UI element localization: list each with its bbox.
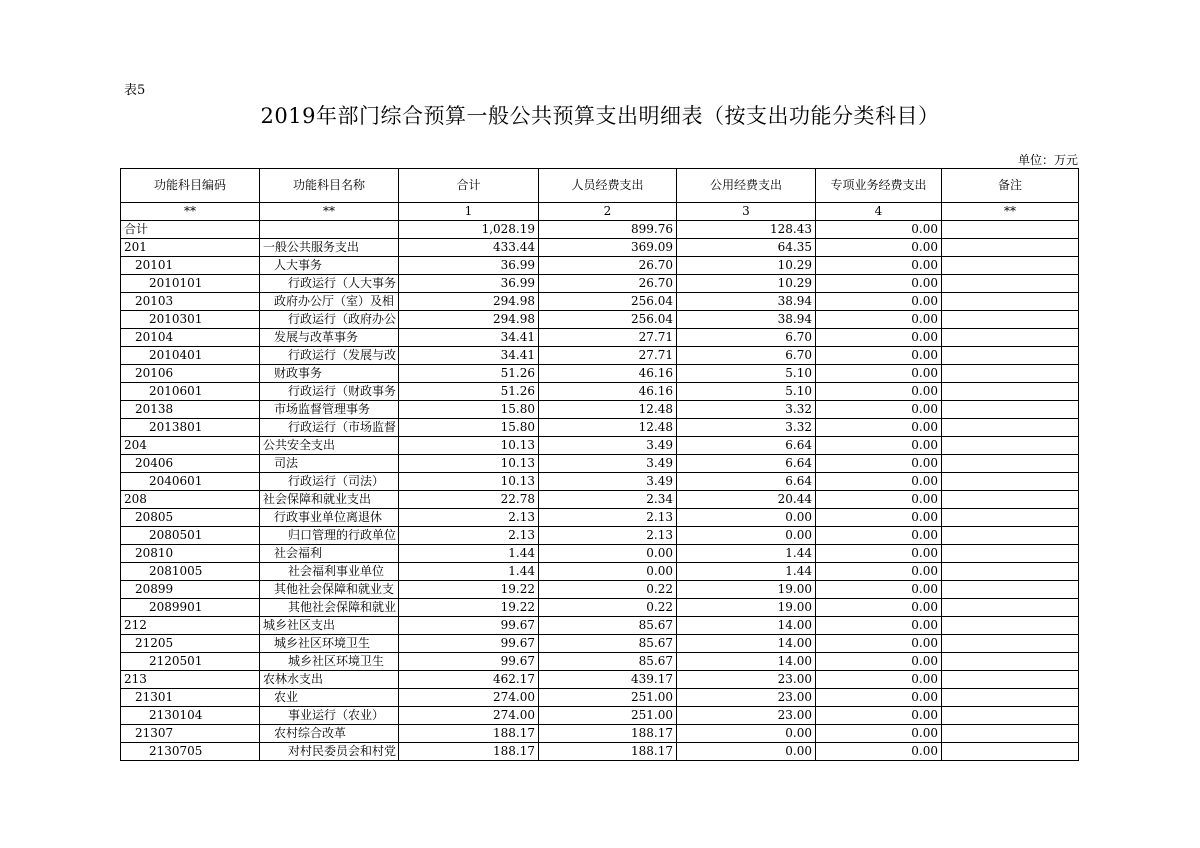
unit-label: 单位：万元 bbox=[1017, 153, 1078, 167]
personnel-cell: 3.49 bbox=[539, 473, 677, 491]
total-cell: 10.13 bbox=[399, 473, 539, 491]
index-cell: 1 bbox=[399, 203, 539, 221]
note-cell bbox=[942, 527, 1079, 545]
name-cell: 公共安全支出 bbox=[260, 437, 399, 455]
code-cell: 208 bbox=[121, 491, 260, 509]
personnel-cell: 85.67 bbox=[539, 635, 677, 653]
header-note: 备注 bbox=[942, 169, 1079, 203]
name-cell: 农村综合改革 bbox=[260, 725, 399, 743]
name-cell: 一般公共服务支出 bbox=[260, 239, 399, 257]
total-cell: 36.99 bbox=[399, 275, 539, 293]
total-cell: 1,028.19 bbox=[399, 221, 539, 239]
name-cell: 城乡社区环境卫生 bbox=[260, 653, 399, 671]
total-cell: 36.99 bbox=[399, 257, 539, 275]
special-cell: 0.00 bbox=[816, 401, 942, 419]
header-personnel: 人员经费支出 bbox=[539, 169, 677, 203]
public-cell: 0.00 bbox=[677, 509, 816, 527]
table-row bbox=[121, 725, 1079, 743]
total-cell: 274.00 bbox=[399, 707, 539, 725]
name-cell: 行政运行（发展与改 bbox=[260, 347, 399, 365]
table-row bbox=[121, 581, 1079, 599]
total-cell: 1.44 bbox=[399, 545, 539, 563]
name-cell: 城乡社区环境卫生 bbox=[260, 635, 399, 653]
table-row bbox=[121, 347, 1079, 365]
table-row bbox=[121, 275, 1079, 293]
name-cell: 社会福利事业单位 bbox=[260, 563, 399, 581]
special-cell: 0.00 bbox=[816, 563, 942, 581]
table-row bbox=[121, 509, 1079, 527]
note-cell bbox=[942, 401, 1079, 419]
note-cell bbox=[942, 635, 1079, 653]
special-cell: 0.00 bbox=[816, 527, 942, 545]
public-cell: 6.64 bbox=[677, 455, 816, 473]
note-cell bbox=[942, 599, 1079, 617]
code-cell: 20101 bbox=[121, 257, 260, 275]
special-cell: 0.00 bbox=[816, 635, 942, 653]
special-cell: 0.00 bbox=[816, 437, 942, 455]
special-cell: 0.00 bbox=[816, 689, 942, 707]
header-public: 公用经费支出 bbox=[677, 169, 816, 203]
total-cell: 34.41 bbox=[399, 347, 539, 365]
name-cell: 农业 bbox=[260, 689, 399, 707]
public-cell: 14.00 bbox=[677, 635, 816, 653]
code-cell: 20138 bbox=[121, 401, 260, 419]
total-cell: 2.13 bbox=[399, 527, 539, 545]
personnel-cell: 251.00 bbox=[539, 689, 677, 707]
name-cell: 政府办公厅（室）及相 bbox=[260, 293, 399, 311]
code-cell: 2013801 bbox=[121, 419, 260, 437]
code-cell: 20810 bbox=[121, 545, 260, 563]
table-row bbox=[121, 545, 1079, 563]
personnel-cell: 27.71 bbox=[539, 329, 677, 347]
index-cell: ** bbox=[942, 203, 1079, 221]
note-cell bbox=[942, 419, 1079, 437]
public-cell: 19.00 bbox=[677, 581, 816, 599]
personnel-cell: 0.22 bbox=[539, 581, 677, 599]
public-cell: 19.00 bbox=[677, 599, 816, 617]
note-cell bbox=[942, 221, 1079, 239]
table-row bbox=[121, 563, 1079, 581]
public-cell: 14.00 bbox=[677, 653, 816, 671]
special-cell: 0.00 bbox=[816, 419, 942, 437]
code-cell: 204 bbox=[121, 437, 260, 455]
index-cell: 3 bbox=[677, 203, 816, 221]
personnel-cell: 3.49 bbox=[539, 455, 677, 473]
public-cell: 14.00 bbox=[677, 617, 816, 635]
total-cell: 99.67 bbox=[399, 635, 539, 653]
note-cell bbox=[942, 689, 1079, 707]
code-cell: 2010401 bbox=[121, 347, 260, 365]
code-cell: 2040601 bbox=[121, 473, 260, 491]
note-cell bbox=[942, 473, 1079, 491]
note-cell bbox=[942, 311, 1079, 329]
table-row bbox=[121, 239, 1079, 257]
special-cell: 0.00 bbox=[816, 581, 942, 599]
public-cell: 6.64 bbox=[677, 473, 816, 491]
table-row bbox=[121, 653, 1079, 671]
public-cell: 3.32 bbox=[677, 419, 816, 437]
note-cell bbox=[942, 509, 1079, 527]
special-cell: 0.00 bbox=[816, 293, 942, 311]
special-cell: 0.00 bbox=[816, 545, 942, 563]
note-cell bbox=[942, 671, 1079, 689]
personnel-cell: 85.67 bbox=[539, 617, 677, 635]
public-cell: 0.00 bbox=[677, 527, 816, 545]
special-cell: 0.00 bbox=[816, 509, 942, 527]
personnel-cell: 26.70 bbox=[539, 275, 677, 293]
table-row bbox=[121, 671, 1079, 689]
personnel-cell: 27.71 bbox=[539, 347, 677, 365]
name-cell: 司法 bbox=[260, 455, 399, 473]
header-row bbox=[121, 169, 1079, 203]
note-cell bbox=[942, 491, 1079, 509]
public-cell: 10.29 bbox=[677, 257, 816, 275]
total-cell: 99.67 bbox=[399, 653, 539, 671]
personnel-cell: 2.13 bbox=[539, 509, 677, 527]
total-cell: 19.22 bbox=[399, 599, 539, 617]
personnel-cell: 439.17 bbox=[539, 671, 677, 689]
public-cell: 23.00 bbox=[677, 689, 816, 707]
personnel-cell: 46.16 bbox=[539, 383, 677, 401]
personnel-cell: 2.13 bbox=[539, 527, 677, 545]
public-cell: 23.00 bbox=[677, 707, 816, 725]
special-cell: 0.00 bbox=[816, 311, 942, 329]
table-number: 表5 bbox=[124, 83, 146, 98]
table-row bbox=[121, 455, 1079, 473]
public-cell: 6.70 bbox=[677, 329, 816, 347]
total-cell: 34.41 bbox=[399, 329, 539, 347]
note-cell bbox=[942, 365, 1079, 383]
index-cell: ** bbox=[260, 203, 399, 221]
table-row bbox=[121, 329, 1079, 347]
code-cell: 2010301 bbox=[121, 311, 260, 329]
public-cell: 1.44 bbox=[677, 545, 816, 563]
note-cell bbox=[942, 347, 1079, 365]
note-cell bbox=[942, 257, 1079, 275]
total-cell: 99.67 bbox=[399, 617, 539, 635]
table-row bbox=[121, 707, 1079, 725]
index-cell: 4 bbox=[816, 203, 942, 221]
header-special: 专项业务经费支出 bbox=[816, 169, 942, 203]
total-cell: 2.13 bbox=[399, 509, 539, 527]
note-cell bbox=[942, 239, 1079, 257]
special-cell: 0.00 bbox=[816, 473, 942, 491]
total-cell: 51.26 bbox=[399, 383, 539, 401]
code-cell: 21307 bbox=[121, 725, 260, 743]
table-row bbox=[121, 383, 1079, 401]
code-cell: 2010101 bbox=[121, 275, 260, 293]
special-cell: 0.00 bbox=[816, 275, 942, 293]
table-row bbox=[121, 617, 1079, 635]
personnel-cell: 26.70 bbox=[539, 257, 677, 275]
note-cell bbox=[942, 581, 1079, 599]
name-cell: 事业运行（农业） bbox=[260, 707, 399, 725]
personnel-cell: 12.48 bbox=[539, 401, 677, 419]
code-cell: 2010601 bbox=[121, 383, 260, 401]
total-cell: 274.00 bbox=[399, 689, 539, 707]
code-cell: 20104 bbox=[121, 329, 260, 347]
name-cell: 发展与改革事务 bbox=[260, 329, 399, 347]
public-cell: 0.00 bbox=[677, 725, 816, 743]
total-cell: 188.17 bbox=[399, 743, 539, 761]
table-row bbox=[121, 689, 1079, 707]
code-cell: 21205 bbox=[121, 635, 260, 653]
personnel-cell: 188.17 bbox=[539, 725, 677, 743]
public-cell: 0.00 bbox=[677, 743, 816, 761]
name-cell: 其他社会保障和就业 bbox=[260, 599, 399, 617]
table-row bbox=[121, 635, 1079, 653]
code-cell: 2130705 bbox=[121, 743, 260, 761]
table-row bbox=[121, 599, 1079, 617]
note-cell bbox=[942, 383, 1079, 401]
public-cell: 6.64 bbox=[677, 437, 816, 455]
special-cell: 0.00 bbox=[816, 725, 942, 743]
total-cell: 15.80 bbox=[399, 401, 539, 419]
code-cell: 20406 bbox=[121, 455, 260, 473]
total-cell: 22.78 bbox=[399, 491, 539, 509]
public-cell: 6.70 bbox=[677, 347, 816, 365]
note-cell bbox=[942, 563, 1079, 581]
special-cell: 0.00 bbox=[816, 671, 942, 689]
total-cell: 294.98 bbox=[399, 293, 539, 311]
personnel-cell: 46.16 bbox=[539, 365, 677, 383]
code-cell: 合计 bbox=[121, 221, 260, 239]
special-cell: 0.00 bbox=[816, 329, 942, 347]
public-cell: 1.44 bbox=[677, 563, 816, 581]
personnel-cell: 188.17 bbox=[539, 743, 677, 761]
special-cell: 0.00 bbox=[816, 455, 942, 473]
code-cell: 20106 bbox=[121, 365, 260, 383]
table-row bbox=[121, 473, 1079, 491]
total-cell: 19.22 bbox=[399, 581, 539, 599]
note-cell bbox=[942, 725, 1079, 743]
note-cell bbox=[942, 455, 1079, 473]
name-cell bbox=[260, 221, 399, 239]
code-cell: 2080501 bbox=[121, 527, 260, 545]
name-cell: 对村民委员会和村党 bbox=[260, 743, 399, 761]
table-row bbox=[121, 293, 1079, 311]
expenditure-table bbox=[120, 168, 1079, 761]
public-cell: 5.10 bbox=[677, 365, 816, 383]
personnel-cell: 0.00 bbox=[539, 563, 677, 581]
table-row bbox=[121, 419, 1079, 437]
header-code: 功能科目编码 bbox=[121, 169, 260, 203]
personnel-cell: 0.00 bbox=[539, 545, 677, 563]
public-cell: 23.00 bbox=[677, 671, 816, 689]
table-row bbox=[121, 257, 1079, 275]
name-cell: 社会福利 bbox=[260, 545, 399, 563]
special-cell: 0.00 bbox=[816, 257, 942, 275]
public-cell: 20.44 bbox=[677, 491, 816, 509]
special-cell: 0.00 bbox=[816, 653, 942, 671]
name-cell: 行政运行（人大事务 bbox=[260, 275, 399, 293]
name-cell: 城乡社区支出 bbox=[260, 617, 399, 635]
special-cell: 0.00 bbox=[816, 491, 942, 509]
name-cell: 行政运行（政府办公 bbox=[260, 311, 399, 329]
special-cell: 0.00 bbox=[816, 743, 942, 761]
document-title: 2019年部门综合预算一般公共预算支出明细表（按支出功能分类科目） bbox=[260, 104, 940, 128]
name-cell: 市场监督管理事务 bbox=[260, 401, 399, 419]
table-row bbox=[121, 491, 1079, 509]
personnel-cell: 2.34 bbox=[539, 491, 677, 509]
special-cell: 0.00 bbox=[816, 347, 942, 365]
code-cell: 20899 bbox=[121, 581, 260, 599]
index-cell: ** bbox=[121, 203, 260, 221]
public-cell: 3.32 bbox=[677, 401, 816, 419]
name-cell: 行政事业单位离退休 bbox=[260, 509, 399, 527]
total-cell: 10.13 bbox=[399, 455, 539, 473]
total-cell: 433.44 bbox=[399, 239, 539, 257]
name-cell: 其他社会保障和就业支 bbox=[260, 581, 399, 599]
personnel-cell: 0.22 bbox=[539, 599, 677, 617]
name-cell: 人大事务 bbox=[260, 257, 399, 275]
name-cell: 行政运行（市场监督 bbox=[260, 419, 399, 437]
index-row bbox=[121, 203, 1079, 221]
note-cell bbox=[942, 329, 1079, 347]
name-cell: 行政运行（财政事务 bbox=[260, 383, 399, 401]
personnel-cell: 85.67 bbox=[539, 653, 677, 671]
note-cell bbox=[942, 293, 1079, 311]
public-cell: 5.10 bbox=[677, 383, 816, 401]
personnel-cell: 256.04 bbox=[539, 311, 677, 329]
public-cell: 128.43 bbox=[677, 221, 816, 239]
table-row bbox=[121, 365, 1079, 383]
note-cell bbox=[942, 707, 1079, 725]
name-cell: 农林水支出 bbox=[260, 671, 399, 689]
special-cell: 0.00 bbox=[816, 617, 942, 635]
code-cell: 20805 bbox=[121, 509, 260, 527]
code-cell: 2089901 bbox=[121, 599, 260, 617]
name-cell: 行政运行（司法） bbox=[260, 473, 399, 491]
total-cell: 462.17 bbox=[399, 671, 539, 689]
special-cell: 0.00 bbox=[816, 239, 942, 257]
table-row bbox=[121, 437, 1079, 455]
personnel-cell: 899.76 bbox=[539, 221, 677, 239]
table-row bbox=[121, 743, 1079, 761]
code-cell: 2130104 bbox=[121, 707, 260, 725]
code-cell: 21301 bbox=[121, 689, 260, 707]
note-cell bbox=[942, 743, 1079, 761]
note-cell bbox=[942, 545, 1079, 563]
public-cell: 64.35 bbox=[677, 239, 816, 257]
special-cell: 0.00 bbox=[816, 221, 942, 239]
code-cell: 20103 bbox=[121, 293, 260, 311]
table-row bbox=[121, 221, 1079, 239]
total-cell: 15.80 bbox=[399, 419, 539, 437]
special-cell: 0.00 bbox=[816, 707, 942, 725]
code-cell: 2120501 bbox=[121, 653, 260, 671]
personnel-cell: 256.04 bbox=[539, 293, 677, 311]
note-cell bbox=[942, 617, 1079, 635]
code-cell: 201 bbox=[121, 239, 260, 257]
public-cell: 10.29 bbox=[677, 275, 816, 293]
public-cell: 38.94 bbox=[677, 293, 816, 311]
note-cell bbox=[942, 653, 1079, 671]
table-row bbox=[121, 527, 1079, 545]
public-cell: 38.94 bbox=[677, 311, 816, 329]
personnel-cell: 12.48 bbox=[539, 419, 677, 437]
total-cell: 188.17 bbox=[399, 725, 539, 743]
name-cell: 社会保障和就业支出 bbox=[260, 491, 399, 509]
total-cell: 51.26 bbox=[399, 365, 539, 383]
special-cell: 0.00 bbox=[816, 599, 942, 617]
table-row bbox=[121, 311, 1079, 329]
header-total: 合计 bbox=[399, 169, 539, 203]
personnel-cell: 3.49 bbox=[539, 437, 677, 455]
name-cell: 财政事务 bbox=[260, 365, 399, 383]
personnel-cell: 251.00 bbox=[539, 707, 677, 725]
total-cell: 1.44 bbox=[399, 563, 539, 581]
special-cell: 0.00 bbox=[816, 383, 942, 401]
code-cell: 212 bbox=[121, 617, 260, 635]
code-cell: 2081005 bbox=[121, 563, 260, 581]
total-cell: 10.13 bbox=[399, 437, 539, 455]
personnel-cell: 369.09 bbox=[539, 239, 677, 257]
name-cell: 归口管理的行政单位 bbox=[260, 527, 399, 545]
code-cell: 213 bbox=[121, 671, 260, 689]
note-cell bbox=[942, 275, 1079, 293]
table-row bbox=[121, 401, 1079, 419]
note-cell bbox=[942, 437, 1079, 455]
total-cell: 294.98 bbox=[399, 311, 539, 329]
index-cell: 2 bbox=[539, 203, 677, 221]
special-cell: 0.00 bbox=[816, 365, 942, 383]
header-name: 功能科目名称 bbox=[260, 169, 399, 203]
